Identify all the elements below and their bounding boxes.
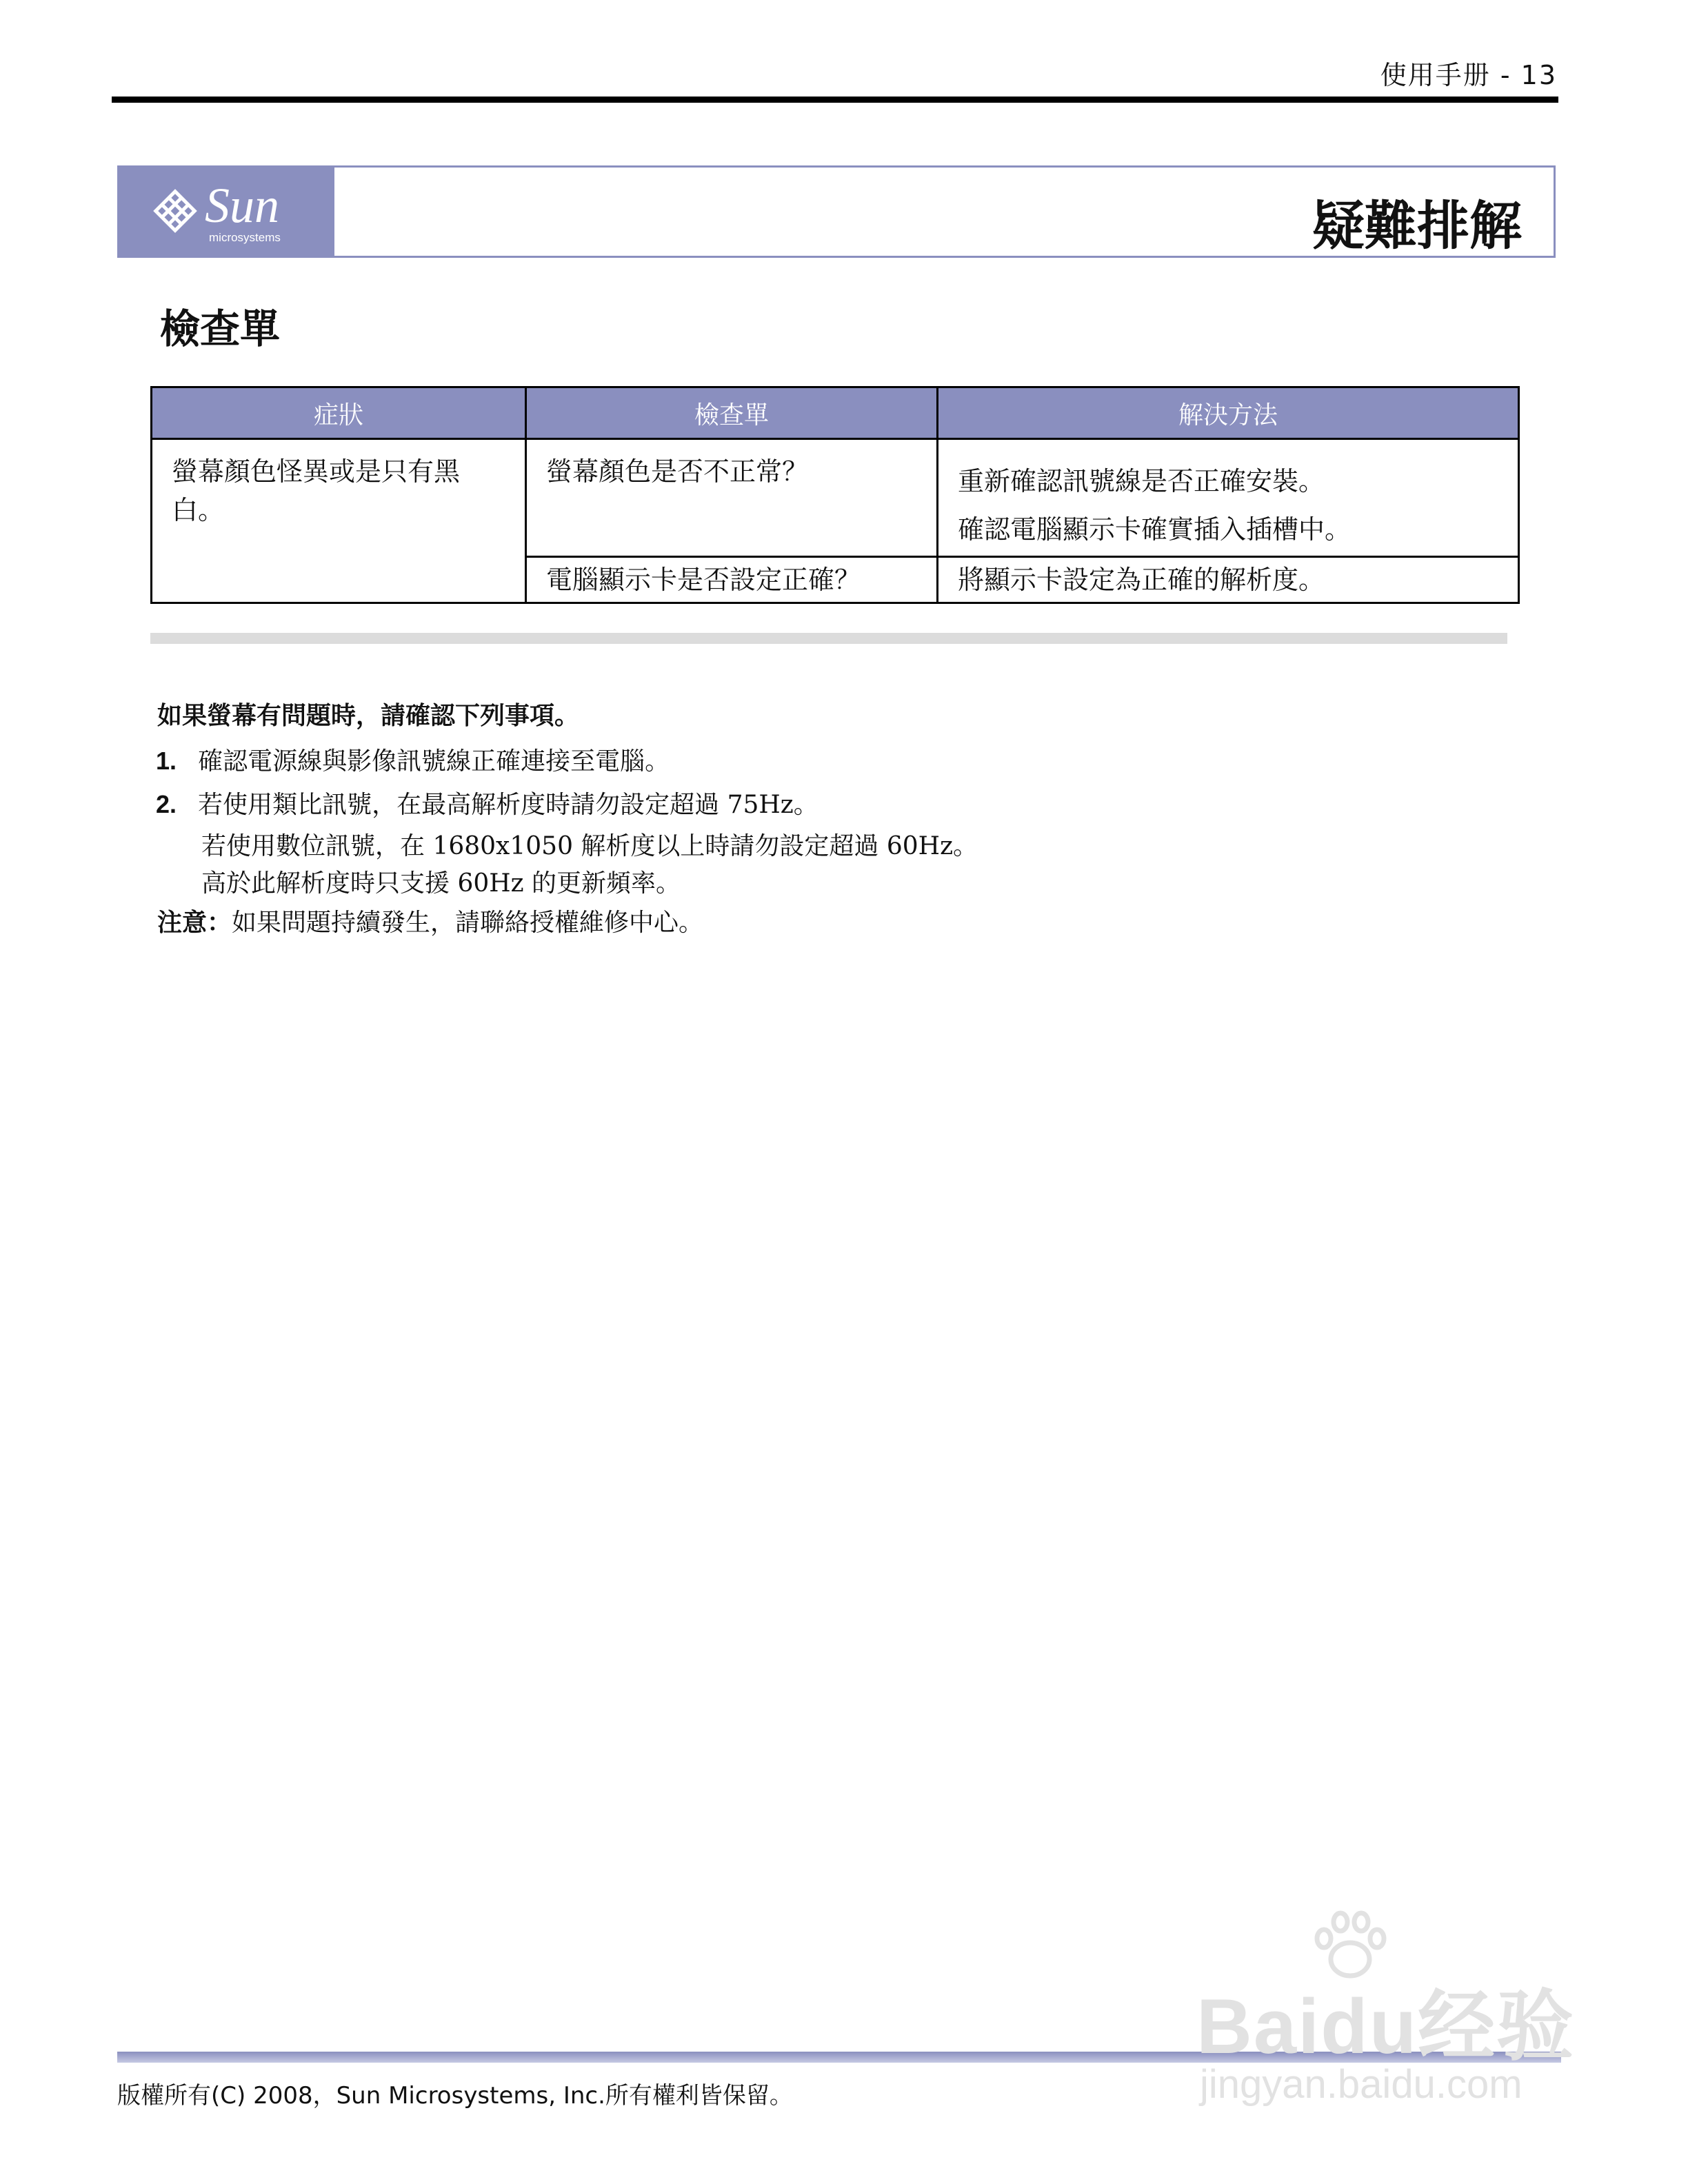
- logo-wordmark: Sun: [205, 178, 279, 233]
- check-cell: [526, 439, 938, 557]
- solution-text: 重新確認訊號線是否正確安裝。: [958, 466, 1325, 496]
- solution-text: 確認電腦顯示卡確實插入插槽中。: [958, 514, 1352, 545]
- list-item-text: 若使用數位訊號，在 1680x1050 解析度以上時請勿設定超過 60Hz。: [201, 832, 978, 860]
- list-item-text: 高於此解析度時只支援 60Hz 的更新頻率。: [201, 869, 681, 898]
- logo-subtitle: microsystems: [209, 231, 281, 244]
- list-item: [156, 742, 670, 777]
- check-text: 螢幕顏色是否不正常？: [546, 456, 809, 487]
- list-item: [156, 786, 978, 902]
- check-text: 電腦顯示卡是否設定正確？: [546, 565, 861, 595]
- sun-logo: [119, 168, 334, 256]
- column-header-check: 檢查單: [526, 387, 938, 439]
- troubleshooting-table: [150, 386, 1520, 604]
- column-header-symptom: 症狀: [152, 387, 526, 439]
- section-divider: [150, 633, 1507, 644]
- watermark-brand: Baidu经验: [1196, 1983, 1576, 2070]
- notes-intro: 如果螢幕有問題時，請確認下列事項。: [157, 701, 580, 730]
- list-item-number: 2.: [156, 790, 177, 818]
- solution-text: 將顯示卡設定為正確的解析度。: [958, 565, 1325, 595]
- solution-cell: [938, 439, 1519, 557]
- symptom-cell: [152, 439, 526, 603]
- symptom-text: 螢幕顏色怪異或是只有黑白。: [172, 456, 461, 525]
- note-label: 注意：: [157, 908, 232, 937]
- list-item-number: 1.: [156, 747, 177, 775]
- section-banner: [117, 165, 1556, 258]
- column-header-solution: 解決方法: [938, 387, 1519, 439]
- check-cell: [526, 557, 938, 603]
- section-heading: 檢查單: [160, 305, 281, 352]
- note-text: 如果問題持續發生，請聯絡授權維修中心。: [232, 909, 704, 937]
- table-row: [152, 439, 1519, 557]
- note: [157, 903, 703, 938]
- list-item-text: 若使用類比訊號，在最高解析度時請勿設定超過 75Hz。: [198, 791, 818, 819]
- banner-title: 疑難排解: [1312, 195, 1522, 256]
- page-header-label: 使用手册 - 13: [1380, 60, 1557, 90]
- footer-copyright: 版權所有(C) 2008，Sun Microsystems, Inc.所有權利皆保留。: [117, 2082, 793, 2110]
- header-rule: [112, 97, 1558, 103]
- table-header-row: [152, 387, 1519, 439]
- watermark-url: jingyan.baidu.com: [1200, 2062, 1523, 2107]
- solution-cell: [938, 557, 1519, 603]
- list-item-text: 確認電源線與影像訊號線正確連接至電腦。: [198, 747, 670, 776]
- sun-logo-icon: [150, 185, 201, 236]
